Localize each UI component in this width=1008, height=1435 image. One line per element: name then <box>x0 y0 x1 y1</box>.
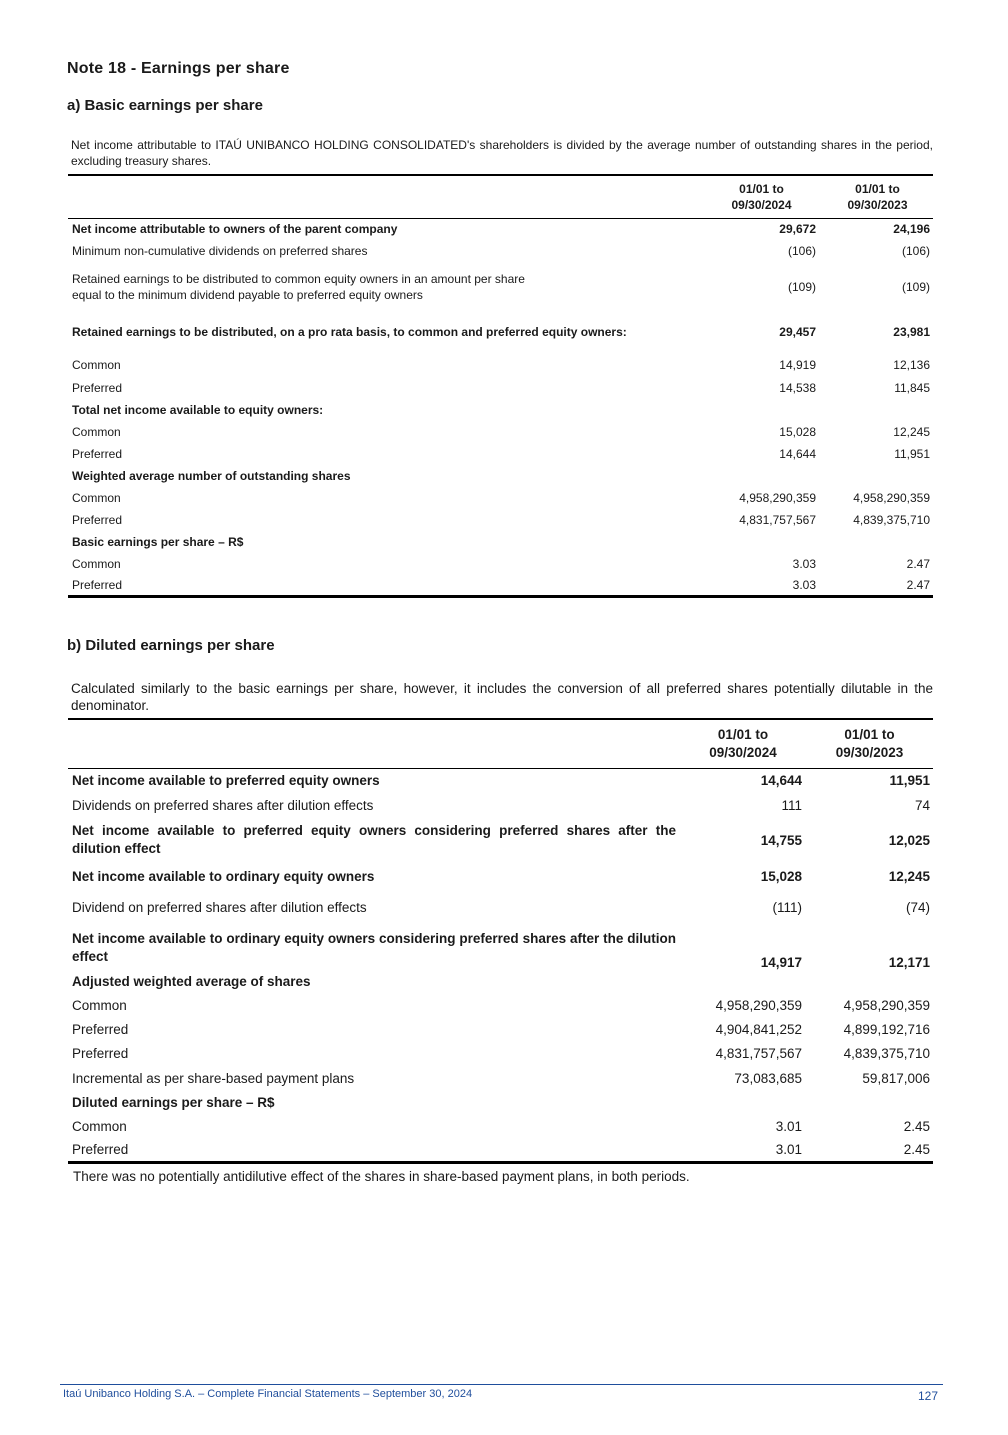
note-title: Note 18 - Earnings per share <box>67 60 290 77</box>
row-label: Preferred <box>72 446 123 461</box>
row-value-2024 <box>680 1091 806 1115</box>
table-row <box>68 1091 933 1115</box>
row-value-2023: 2.45 <box>903 1119 930 1134</box>
row-value-2024: 29,672 <box>779 222 816 237</box>
header-period-2023-line2: 09/30/2023 <box>847 198 908 212</box>
table-row <box>68 818 933 863</box>
row-value-2024: (106) <box>787 244 816 258</box>
row-value-2024: 15,028 <box>760 868 802 884</box>
row-label: Preferred <box>72 512 123 527</box>
footer-divider <box>60 1384 943 1385</box>
row-value-2024: 73,083,685 <box>734 1070 802 1086</box>
header-period-2023 <box>822 175 933 219</box>
row-value-2023: 12,025 <box>888 832 930 848</box>
table-row <box>68 1139 933 1163</box>
row-value-2024: 4,904,841,252 <box>715 1022 802 1037</box>
header-period-2024-line2: 09/30/2024 <box>731 198 792 212</box>
row-label: Total net income available to equity owners: <box>72 402 324 417</box>
section-a-title: a) Basic earnings per share <box>67 97 263 114</box>
row-value-2023: 12,245 <box>888 868 930 884</box>
row-value-2023: 74 <box>914 797 930 813</box>
row-label: Incremental as per share-based payment plans <box>72 1070 355 1086</box>
row-value-2024: 4,958,290,359 <box>715 998 802 1013</box>
table-row <box>68 863 933 890</box>
row-value-2023: (106) <box>901 244 930 258</box>
row-value-2023: (109) <box>901 279 930 294</box>
section-b-title: b) Diluted earnings per share <box>67 637 275 654</box>
table-row <box>68 553 933 575</box>
row-value-2023: (74) <box>905 900 930 915</box>
row-label: Preferred <box>72 1022 129 1037</box>
header-period-2024 <box>701 175 822 219</box>
row-value-2024: 4,831,757,567 <box>739 512 816 527</box>
header-period-2023 <box>806 719 933 769</box>
basic-eps-table <box>68 174 933 598</box>
row-label: Common <box>72 424 121 439</box>
table-row <box>68 509 933 531</box>
table-row <box>68 465 933 487</box>
row-label: Common <box>72 1119 127 1134</box>
table-row <box>68 399 933 421</box>
table-row <box>68 443 933 465</box>
row-label: Preferred <box>72 1142 129 1158</box>
row-label: Common <box>72 357 121 372</box>
row-value-2024: 3.01 <box>775 1119 802 1134</box>
table-header-row <box>68 719 933 769</box>
row-value-2023: 59,817,006 <box>862 1070 930 1086</box>
header-period-2024-line2: 09/30/2024 <box>709 745 777 760</box>
row-value-2023 <box>822 399 933 421</box>
header-period-2023-line2: 09/30/2023 <box>835 745 904 760</box>
table-row <box>68 890 933 926</box>
header-period-2023-line1: 01/01 to <box>855 182 900 196</box>
row-label: Preferred <box>72 1046 129 1061</box>
row-label: Common <box>72 490 121 505</box>
row-value-2024: 14,755 <box>760 832 802 848</box>
row-value-2023: 2.45 <box>903 1142 930 1158</box>
row-label: Dividends on preferred shares after dilution effects <box>72 797 374 813</box>
section-a-intro: Net income attributable to ITAÚ UNIBANCO HOLDING CONSOLIDATED's shareholders is divided by the average number of outstanding shares in the period, excluding treasury shares. <box>71 138 933 168</box>
table-row <box>68 377 933 399</box>
page-number: 127 <box>918 1389 939 1403</box>
row-label: Net income available to ordinary equity owners <box>72 868 375 884</box>
row-value-2023: 12,136 <box>893 357 930 372</box>
row-label: Retained earnings to be distributed, on a pro rata basis, to common and preferred equity owners: <box>72 324 627 339</box>
row-value-2023: 11,951 <box>889 773 930 789</box>
row-value-2023: 4,899,192,716 <box>843 1022 930 1037</box>
table-row <box>68 575 933 597</box>
row-label: Preferred <box>72 380 123 395</box>
row-label: Adjusted weighted average of shares <box>72 974 311 989</box>
row-value-2023: 4,958,290,359 <box>843 998 930 1013</box>
header-empty <box>68 719 680 769</box>
row-label: Basic earnings per share – R$ <box>72 534 244 549</box>
row-value-2024: 14,538 <box>779 380 816 395</box>
row-label: Net income available to preferred equity owners <box>72 773 380 789</box>
row-value-2024 <box>701 465 822 487</box>
row-value-2024: (109) <box>787 279 816 294</box>
row-value-2023 <box>822 531 933 553</box>
row-value-2024: 3.01 <box>775 1142 802 1158</box>
header-period-2024-line1: 01/01 to <box>717 727 769 742</box>
row-value-2023: 4,839,375,710 <box>853 512 930 527</box>
table-row <box>68 926 933 970</box>
header-period-2024 <box>680 719 806 769</box>
header-period-2023-line1: 01/01 to <box>844 727 895 742</box>
row-value-2023: 12,245 <box>893 424 930 439</box>
table-header-row <box>68 175 933 219</box>
table-row <box>68 353 933 377</box>
row-value-2024: 3.03 <box>792 577 816 592</box>
row-value-2024: (111) <box>772 900 802 915</box>
row-value-2024: 14,919 <box>779 357 816 372</box>
row-label: Common <box>72 556 121 571</box>
row-value-2024: 111 <box>781 797 802 813</box>
header-empty <box>68 175 701 219</box>
row-value-2023 <box>806 970 933 994</box>
row-label: Common <box>72 998 127 1013</box>
row-label: Minimum non-cumulative dividends on preferred shares <box>72 244 368 258</box>
row-value-2024: 4,831,757,567 <box>715 1046 802 1061</box>
row-value-2024 <box>701 531 822 553</box>
row-value-2023: 11,951 <box>894 446 930 461</box>
row-value-2023: 12,171 <box>888 954 930 970</box>
row-value-2024: 14,644 <box>779 446 816 461</box>
table-row <box>68 970 933 994</box>
table-row <box>68 769 933 793</box>
diluted-eps-table <box>68 718 933 1164</box>
row-label: Net income available to preferred equity owners considering preferred shares after the dilution effect <box>72 823 676 856</box>
row-value-2024: 3.03 <box>792 556 816 571</box>
row-value-2023: 4,958,290,359 <box>853 490 930 505</box>
table-row <box>68 487 933 509</box>
row-value-2024: 14,917 <box>760 954 802 970</box>
footer-text: Itaú Unibanco Holding S.A. – Complete Financial Statements – September 30, 2024 <box>63 1388 473 1400</box>
row-value-2023: 23,981 <box>893 324 930 339</box>
row-value-2024 <box>701 399 822 421</box>
table-row <box>68 219 933 240</box>
row-label: Net income available to ordinary equity owners considering preferred shares after the dilution effect <box>72 930 676 964</box>
row-value-2023: 2.47 <box>906 577 930 592</box>
row-label: Net income attributable to owners of the parent company <box>72 222 398 237</box>
section-b-intro: Calculated similarly to the basic earnings per share, however, it includes the conversion of all preferred shares potentially dilutable in the denominator. <box>71 681 933 713</box>
row-value-2023: 2.47 <box>906 556 930 571</box>
row-value-2023: 4,839,375,710 <box>843 1046 930 1061</box>
row-value-2024: 14,644 <box>760 773 802 789</box>
table-row <box>68 531 933 553</box>
table-row <box>68 1066 933 1091</box>
table-row <box>68 1115 933 1139</box>
row-value-2023 <box>806 1091 933 1115</box>
row-value-2023: 24,196 <box>893 222 930 237</box>
row-value-2024: 15,028 <box>779 424 816 439</box>
table-row <box>68 311 933 353</box>
row-value-2024: 4,958,290,359 <box>739 490 816 505</box>
row-label: Preferred <box>72 577 123 592</box>
row-label: Retained earnings to be distributed to common equity owners in an amount per share equal to the minimum dividend payable to preferred equity owners <box>72 271 525 302</box>
antidilutive-note: There was no potentially antidilutive effect of the shares in share-based payment plans, in both periods. <box>73 1169 690 1184</box>
table-row <box>68 994 933 1018</box>
table-row <box>68 263 933 311</box>
table-row <box>68 1018 933 1042</box>
table-row <box>68 1042 933 1066</box>
row-label: Weighted average number of outstanding shares <box>72 468 351 483</box>
row-value-2023: 11,845 <box>894 380 930 395</box>
row-label: Diluted earnings per share – R$ <box>72 1095 275 1110</box>
row-value-2024: 29,457 <box>779 324 816 339</box>
row-value-2024 <box>680 970 806 994</box>
row-value-2023 <box>822 465 933 487</box>
table-row <box>68 240 933 263</box>
table-row <box>68 421 933 443</box>
header-period-2024-line1: 01/01 to <box>739 182 784 196</box>
row-label: Dividend on preferred shares after dilution effects <box>72 900 367 915</box>
table-row <box>68 793 933 818</box>
